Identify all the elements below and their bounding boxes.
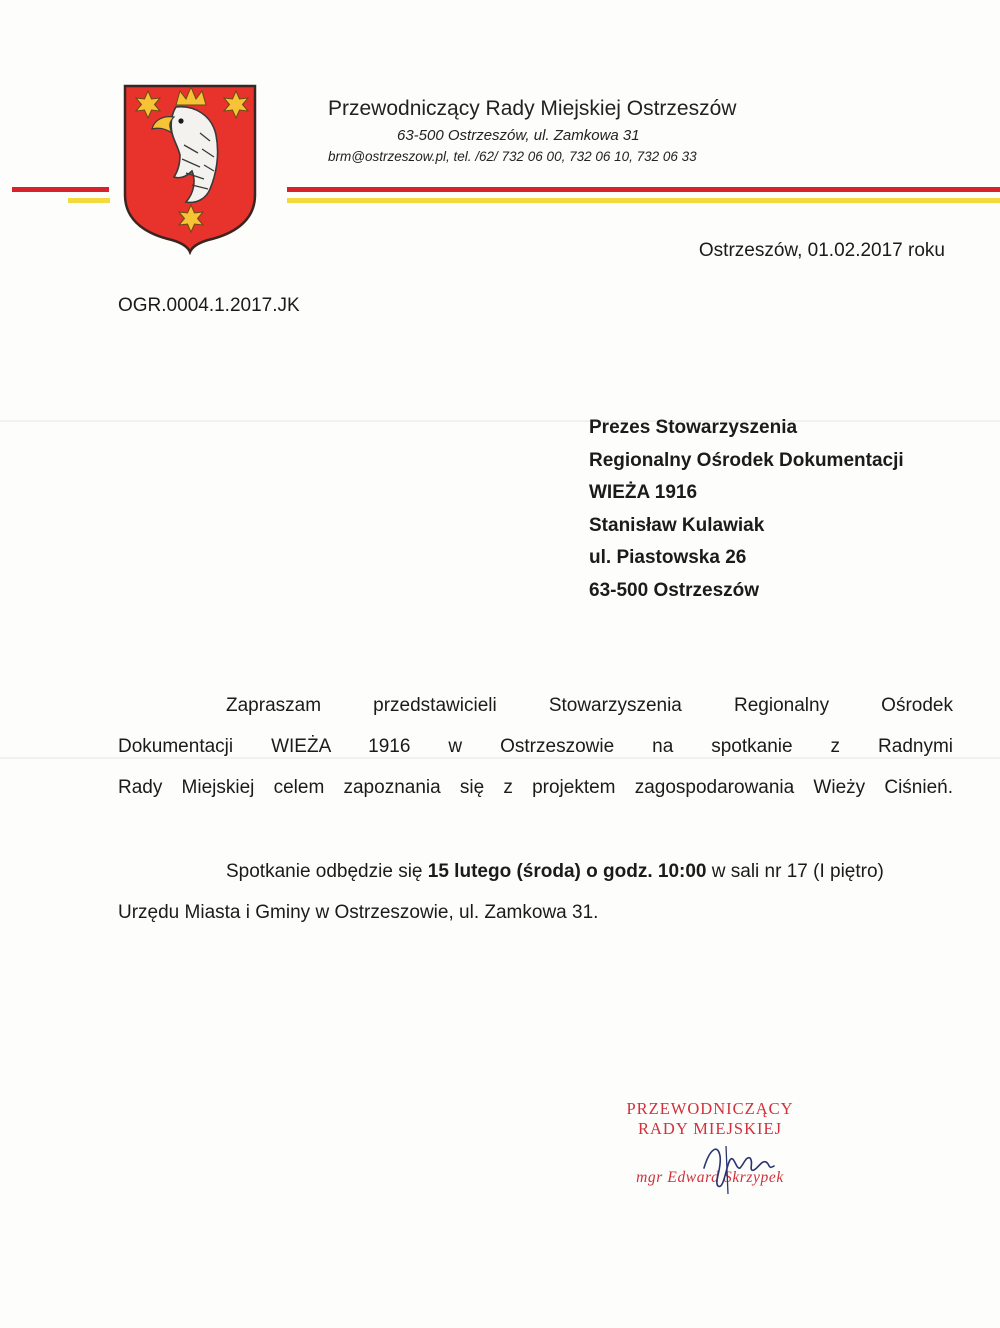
paragraph-line xyxy=(118,851,953,892)
recipient-line: ul. Piastowska 26 xyxy=(589,547,747,569)
stamp-name: mgr Edward Skrzypek xyxy=(636,1169,784,1186)
recipient-line: WIEŻA 1916 xyxy=(589,482,698,504)
recipient-line: Regionalny Ośrodek Dokumentacji xyxy=(589,449,904,471)
paragraph-line: Zapraszam przedstawicieli Stowarzyszenia Regionalny Ośrodek xyxy=(226,695,953,716)
reference-number: OGR.0004.1.2017.JK xyxy=(118,295,300,316)
letterhead-address: 63-500 Ostrzeszów, ul. Zamkowa 31 xyxy=(397,127,640,144)
letter-date: Ostrzeszów, 01.02.2017 roku xyxy=(698,240,945,261)
yellow-stripe-right xyxy=(287,198,1000,203)
recipient-block xyxy=(589,412,904,608)
stamp-council: RADY MIEJSKIEJ xyxy=(637,1119,783,1138)
stamp-title: PRZEWODNICZĄCY xyxy=(626,1099,794,1118)
recipient-line: Stanisław Kulawiak xyxy=(589,514,765,536)
red-stripe-left xyxy=(12,187,109,192)
recipient-line: 63-500 Ostrzeszów xyxy=(589,579,760,601)
letterhead-contact: brm@ostrzeszow.pl, tel. /62/ 732 06 00, 732 06 10, 732 06 33 xyxy=(328,149,697,164)
paragraph-line: Rady Miejskiej celem zapoznania się z projektem zagospodarowania Wieży Ciśnień. xyxy=(118,777,953,798)
meeting-date-time: 15 lutego (środa) o godz. 10:00 xyxy=(427,861,707,882)
meeting-paragraph xyxy=(118,851,953,933)
letterhead-title: Przewodniczący Rady Miejskiej Ostrzeszów xyxy=(328,97,737,120)
coat-of-arms-eagle-icon xyxy=(122,83,258,255)
meeting-room: w sali nr 17 (I piętro) xyxy=(706,861,884,882)
paragraph-line: Urzędu Miasta i Gminy w Ostrzeszowie, ul. Zamkowa 31. xyxy=(118,902,599,923)
recipient-line: Prezes Stowarzyszenia xyxy=(589,417,798,438)
yellow-stripe-left xyxy=(68,198,110,203)
paragraph-line: Dokumentacji WIEŻA 1916 w Ostrzeszowie na spotkanie z Radnymi xyxy=(118,736,953,757)
handwritten-signature xyxy=(696,1138,786,1198)
meeting-text-start: Spotkanie odbędzie się xyxy=(226,861,428,882)
red-stripe-right xyxy=(287,187,1000,192)
invitation-paragraph xyxy=(118,685,953,808)
